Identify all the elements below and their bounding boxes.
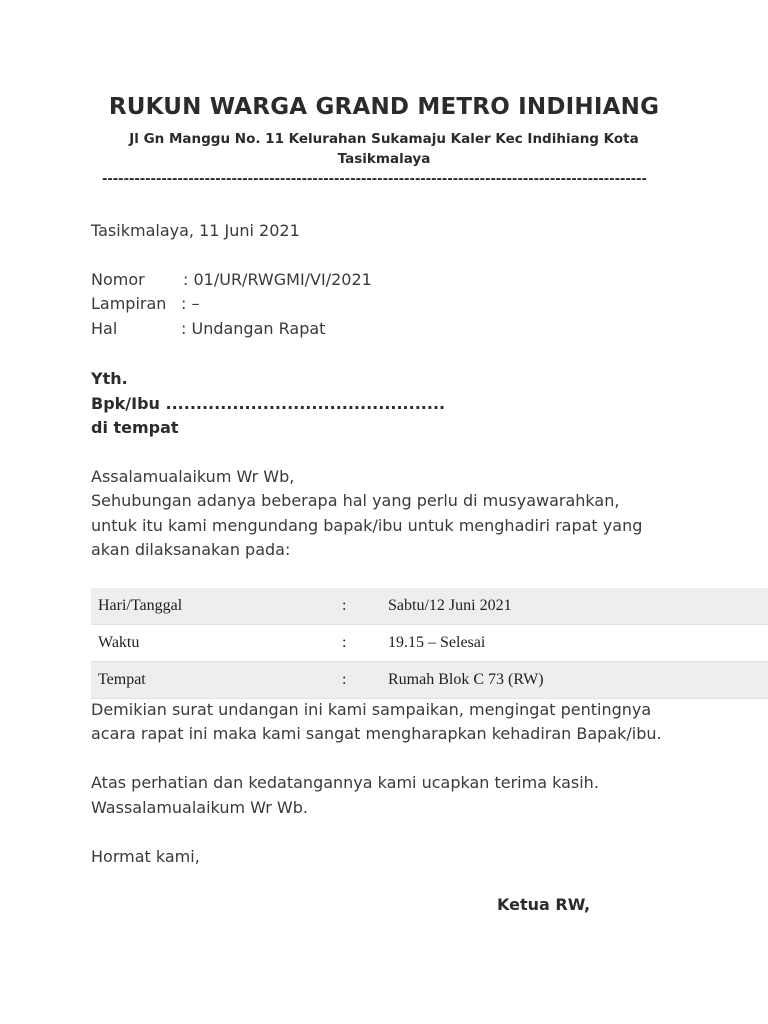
meta-row-hal [91, 317, 325, 341]
body-line-1: Sehubungan adanya beberapa hal yang perlu di musyawarahkan, [91, 491, 620, 510]
signatory-title: Ketua RW, [497, 895, 591, 914]
schedule-table [91, 588, 768, 699]
closing-line-1: Demikian surat undangan ini kami sampaikan, mengingat pentingnya [91, 700, 652, 719]
header-divider: ----------------------------------------------------------------------------------------------------- [102, 172, 647, 187]
thanks-line-2: Wassalamualaikum Wr Wb. [91, 798, 308, 817]
organization-address [100, 129, 668, 169]
schedule-value: Sabtu/12 Juni 2021 [384, 588, 768, 625]
closing-line-2: acara rapat ini maka kami sangat mengharapkan kehadiran Bapak/ibu. [91, 724, 662, 743]
meta-value: : Undangan Rapat [181, 319, 326, 338]
regards: Hormat kami, [91, 847, 200, 866]
thanks-line-1: Atas perhatian dan kedatangannya kami ucapkan terima kasih. [91, 773, 599, 792]
meta-row-nomor [91, 268, 372, 292]
address-line-1: Jl Gn Manggu No. 11 Kelurahan Sukamaju Kaler Kec Indihiang Kota [129, 131, 639, 147]
schedule-separator: : [335, 588, 384, 625]
meta-label: Lampiran [91, 294, 167, 313]
schedule-label: Tempat [91, 662, 335, 699]
recipient-place: di tempat [91, 418, 179, 437]
schedule-label: Hari/Tanggal [91, 588, 335, 625]
table-row [91, 588, 768, 625]
meta-label: Hal [91, 319, 118, 338]
schedule-separator: : [335, 625, 384, 662]
table-row [91, 625, 768, 662]
meta-label: Nomor [91, 270, 145, 289]
table-row [91, 662, 768, 699]
schedule-value: Rumah Blok C 73 (RW) [384, 662, 768, 699]
body-line-2: untuk itu kami mengundang bapak/ibu untuk menghadiri rapat yang [91, 516, 643, 535]
body-line-3: akan dilaksanakan pada: [91, 540, 291, 559]
place-date: Tasikmalaya, 11 Juni 2021 [91, 221, 300, 240]
meta-value: : – [181, 294, 200, 313]
recipient-yth: Yth. [91, 369, 128, 388]
meta-value: : 01/UR/RWGMI/VI/2021 [183, 270, 372, 289]
greeting: Assalamualaikum Wr Wb, [91, 467, 295, 486]
schedule-separator: : [335, 662, 384, 699]
address-line-2: Tasikmalaya [337, 151, 431, 167]
organization-title: RUKUN WARGA GRAND METRO INDIHIANG [108, 94, 660, 120]
schedule-label: Waktu [91, 625, 335, 662]
schedule-value: 19.15 – Selesai [384, 625, 768, 662]
recipient-name: Bpk/Ibu .............................................. [91, 394, 446, 413]
meta-row-lampiran [91, 292, 199, 316]
